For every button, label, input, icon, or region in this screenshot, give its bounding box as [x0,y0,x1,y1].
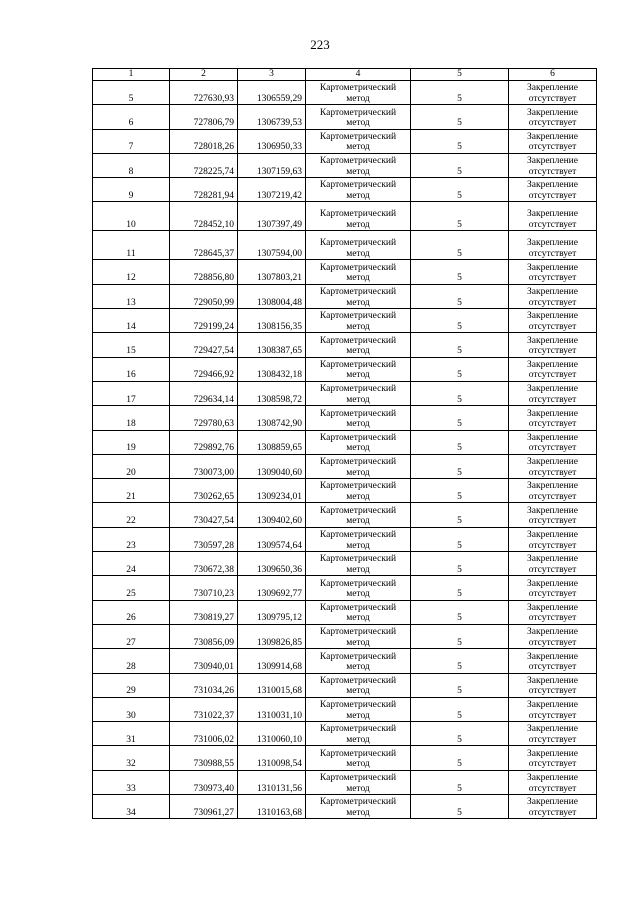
x-coordinate-cell: 730961,27 [170,795,238,819]
method-cell: Картометрический метод [306,600,411,624]
point-number-cell: 10 [93,202,170,231]
table-row [93,333,597,357]
fixation-cell: Закрепление отсутствует [509,673,597,697]
class-cell: 5 [411,722,509,746]
coordinates-table [92,68,597,819]
method-cell: Картометрический метод [306,770,411,794]
table-row [93,284,597,308]
x-coordinate-cell: 727630,93 [170,81,238,105]
y-coordinate-cell: 1310098,54 [238,746,306,770]
table-header-row [93,69,597,81]
x-coordinate-cell: 728281,94 [170,178,238,202]
method-cell: Картометрический метод [306,649,411,673]
y-coordinate-cell: 1307159,63 [238,153,306,177]
method-cell: Картометрический метод [306,722,411,746]
table-row [93,697,597,721]
x-coordinate-cell: 730940,01 [170,649,238,673]
x-coordinate-cell: 727806,79 [170,105,238,129]
y-coordinate-cell: 1310131,56 [238,770,306,794]
class-cell: 5 [411,770,509,794]
method-cell: Картометрический метод [306,284,411,308]
x-coordinate-cell: 729199,24 [170,309,238,333]
x-coordinate-cell: 729634,14 [170,381,238,405]
y-coordinate-cell: 1310031,10 [238,697,306,721]
class-cell: 5 [411,454,509,478]
column-header: 4 [306,69,411,81]
method-cell: Картометрический метод [306,333,411,357]
column-header: 3 [238,69,306,81]
x-coordinate-cell: 728225,74 [170,153,238,177]
point-number-cell: 27 [93,624,170,648]
method-cell: Картометрический метод [306,81,411,105]
method-cell: Картометрический метод [306,795,411,819]
point-number-cell: 32 [93,746,170,770]
x-coordinate-cell: 730427,54 [170,503,238,527]
y-coordinate-cell: 1309574,64 [238,527,306,551]
y-coordinate-cell: 1309402,60 [238,503,306,527]
class-cell: 5 [411,105,509,129]
y-coordinate-cell: 1309234,01 [238,479,306,503]
class-cell: 5 [411,479,509,503]
method-cell: Картометрический метод [306,697,411,721]
y-coordinate-cell: 1310163,68 [238,795,306,819]
fixation-cell: Закрепление отсутствует [509,153,597,177]
fixation-cell: Закрепление отсутствует [509,454,597,478]
y-coordinate-cell: 1307397,49 [238,202,306,231]
class-cell: 5 [411,795,509,819]
x-coordinate-cell: 728856,80 [170,260,238,284]
fixation-cell: Закрепление отсутствует [509,649,597,673]
fixation-cell: Закрепление отсутствует [509,357,597,381]
point-number-cell: 30 [93,697,170,721]
table-row [93,381,597,405]
y-coordinate-cell: 1308156,35 [238,309,306,333]
class-cell: 5 [411,697,509,721]
fixation-cell: Закрепление отсутствует [509,309,597,333]
point-number-cell: 31 [93,722,170,746]
class-cell: 5 [411,381,509,405]
y-coordinate-cell: 1310015,68 [238,673,306,697]
method-cell: Картометрический метод [306,576,411,600]
y-coordinate-cell: 1309650,36 [238,552,306,576]
x-coordinate-cell: 729427,54 [170,333,238,357]
y-coordinate-cell: 1308387,65 [238,333,306,357]
x-coordinate-cell: 728452,10 [170,202,238,231]
table-row [93,454,597,478]
x-coordinate-cell: 730073,00 [170,454,238,478]
fixation-cell: Закрепление отсутствует [509,503,597,527]
class-cell: 5 [411,260,509,284]
method-cell: Картометрический метод [306,202,411,231]
y-coordinate-cell: 1308598,72 [238,381,306,405]
y-coordinate-cell: 1308432,18 [238,357,306,381]
x-coordinate-cell: 730988,55 [170,746,238,770]
fixation-cell: Закрепление отсутствует [509,552,597,576]
point-number-cell: 15 [93,333,170,357]
class-cell: 5 [411,746,509,770]
table-row [93,105,597,129]
point-number-cell: 19 [93,430,170,454]
point-number-cell: 21 [93,479,170,503]
x-coordinate-cell: 731006,02 [170,722,238,746]
table-row [93,649,597,673]
column-header: 1 [93,69,170,81]
method-cell: Картометрический метод [306,503,411,527]
y-coordinate-cell: 1310060,10 [238,722,306,746]
point-number-cell: 9 [93,178,170,202]
x-coordinate-cell: 731034,26 [170,673,238,697]
y-coordinate-cell: 1306739,53 [238,105,306,129]
table-row [93,430,597,454]
method-cell: Картометрический метод [306,381,411,405]
point-number-cell: 5 [93,81,170,105]
point-number-cell: 25 [93,576,170,600]
x-coordinate-cell: 728645,37 [170,231,238,260]
table-row [93,746,597,770]
point-number-cell: 14 [93,309,170,333]
table-row [93,81,597,105]
table-row [93,673,597,697]
method-cell: Картометрический метод [306,673,411,697]
table-row [93,722,597,746]
column-header: 2 [170,69,238,81]
y-coordinate-cell: 1308859,65 [238,430,306,454]
table-row [93,624,597,648]
table-row [93,503,597,527]
point-number-cell: 22 [93,503,170,527]
y-coordinate-cell: 1309692,77 [238,576,306,600]
x-coordinate-cell: 730262,65 [170,479,238,503]
column-header: 6 [509,69,597,81]
y-coordinate-cell: 1308742,90 [238,406,306,430]
fixation-cell: Закрепление отсутствует [509,381,597,405]
method-cell: Картометрический метод [306,178,411,202]
x-coordinate-cell: 729050,99 [170,284,238,308]
fixation-cell: Закрепление отсутствует [509,284,597,308]
y-coordinate-cell: 1307594,00 [238,231,306,260]
method-cell: Картометрический метод [306,746,411,770]
class-cell: 5 [411,231,509,260]
method-cell: Картометрический метод [306,231,411,260]
table-row [93,178,597,202]
fixation-cell: Закрепление отсутствует [509,202,597,231]
fixation-cell: Закрепление отсутствует [509,81,597,105]
method-cell: Картометрический метод [306,129,411,153]
fixation-cell: Закрепление отсутствует [509,624,597,648]
point-number-cell: 18 [93,406,170,430]
y-coordinate-cell: 1309795,12 [238,600,306,624]
fixation-cell: Закрепление отсутствует [509,430,597,454]
class-cell: 5 [411,81,509,105]
class-cell: 5 [411,624,509,648]
method-cell: Картометрический метод [306,552,411,576]
y-coordinate-cell: 1306559,29 [238,81,306,105]
table-row [93,260,597,284]
fixation-cell: Закрепление отсутствует [509,479,597,503]
point-number-cell: 20 [93,454,170,478]
y-coordinate-cell: 1307803,21 [238,260,306,284]
point-number-cell: 34 [93,795,170,819]
class-cell: 5 [411,129,509,153]
y-coordinate-cell: 1307219,42 [238,178,306,202]
y-coordinate-cell: 1308004,48 [238,284,306,308]
point-number-cell: 29 [93,673,170,697]
table-row [93,129,597,153]
point-number-cell: 28 [93,649,170,673]
fixation-cell: Закрепление отсутствует [509,231,597,260]
table-row [93,600,597,624]
class-cell: 5 [411,178,509,202]
class-cell: 5 [411,309,509,333]
table-row [93,770,597,794]
x-coordinate-cell: 730672,38 [170,552,238,576]
method-cell: Картометрический метод [306,105,411,129]
column-header: 5 [411,69,509,81]
method-cell: Картометрический метод [306,406,411,430]
method-cell: Картометрический метод [306,527,411,551]
y-coordinate-cell: 1309914,68 [238,649,306,673]
point-number-cell: 17 [93,381,170,405]
fixation-cell: Закрепление отсутствует [509,697,597,721]
class-cell: 5 [411,649,509,673]
method-cell: Картометрический метод [306,260,411,284]
table-row [93,309,597,333]
method-cell: Картометрический метод [306,357,411,381]
table-row [93,527,597,551]
fixation-cell: Закрепление отсутствует [509,600,597,624]
method-cell: Картометрический метод [306,479,411,503]
method-cell: Картометрический метод [306,309,411,333]
point-number-cell: 8 [93,153,170,177]
class-cell: 5 [411,527,509,551]
fixation-cell: Закрепление отсутствует [509,406,597,430]
x-coordinate-cell: 730597,28 [170,527,238,551]
x-coordinate-cell: 730856,09 [170,624,238,648]
class-cell: 5 [411,406,509,430]
point-number-cell: 12 [93,260,170,284]
class-cell: 5 [411,333,509,357]
class-cell: 5 [411,552,509,576]
class-cell: 5 [411,202,509,231]
x-coordinate-cell: 730973,40 [170,770,238,794]
class-cell: 5 [411,357,509,381]
point-number-cell: 16 [93,357,170,381]
table-row [93,357,597,381]
x-coordinate-cell: 729892,76 [170,430,238,454]
fixation-cell: Закрепление отсутствует [509,105,597,129]
class-cell: 5 [411,430,509,454]
x-coordinate-cell: 729466,92 [170,357,238,381]
fixation-cell: Закрепление отсутствует [509,722,597,746]
table-row [93,479,597,503]
fixation-cell: Закрепление отсутствует [509,527,597,551]
point-number-cell: 11 [93,231,170,260]
y-coordinate-cell: 1309040,60 [238,454,306,478]
method-cell: Картометрический метод [306,430,411,454]
table-row [93,552,597,576]
fixation-cell: Закрепление отсутствует [509,795,597,819]
class-cell: 5 [411,503,509,527]
method-cell: Картометрический метод [306,624,411,648]
y-coordinate-cell: 1306950,33 [238,129,306,153]
point-number-cell: 13 [93,284,170,308]
point-number-cell: 6 [93,105,170,129]
fixation-cell: Закрепление отсутствует [509,576,597,600]
table-row [93,202,597,231]
method-cell: Картометрический метод [306,153,411,177]
fixation-cell: Закрепление отсутствует [509,260,597,284]
point-number-cell: 7 [93,129,170,153]
y-coordinate-cell: 1309826,85 [238,624,306,648]
table-row [93,231,597,260]
fixation-cell: Закрепление отсутствует [509,333,597,357]
table-row [93,406,597,430]
x-coordinate-cell: 731022,37 [170,697,238,721]
point-number-cell: 33 [93,770,170,794]
class-cell: 5 [411,600,509,624]
table-row [93,576,597,600]
fixation-cell: Закрепление отсутствует [509,129,597,153]
fixation-cell: Закрепление отсутствует [509,746,597,770]
point-number-cell: 26 [93,600,170,624]
class-cell: 5 [411,284,509,308]
x-coordinate-cell: 728018,26 [170,129,238,153]
method-cell: Картометрический метод [306,454,411,478]
x-coordinate-cell: 730710,23 [170,576,238,600]
class-cell: 5 [411,673,509,697]
fixation-cell: Закрепление отсутствует [509,770,597,794]
x-coordinate-cell: 730819,27 [170,600,238,624]
table-row [93,795,597,819]
class-cell: 5 [411,576,509,600]
page-number: 223 [310,37,330,52]
fixation-cell: Закрепление отсутствует [509,178,597,202]
class-cell: 5 [411,153,509,177]
point-number-cell: 23 [93,527,170,551]
point-number-cell: 24 [93,552,170,576]
table-row [93,153,597,177]
x-coordinate-cell: 729780,63 [170,406,238,430]
